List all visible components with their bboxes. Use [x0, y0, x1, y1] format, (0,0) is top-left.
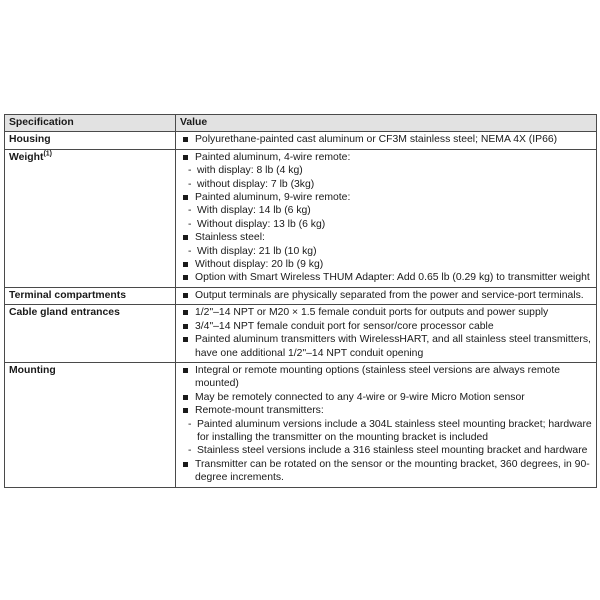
- list-item: Painted aluminum, 9-wire remote: - With display: 14 lb (6 kg) - Without display: 13 lb (6 kg): [180, 191, 592, 231]
- sub-list-item: - Painted aluminum versions include a 304L stainless steel mounting bracket; hardware for installing the transmitter on the mounting bracket is included: [188, 418, 592, 443]
- specification-table: [4, 114, 597, 488]
- list-item: Without display: 20 lb (9 kg): [180, 258, 592, 271]
- sub-list-item: - without display: 7 lb (3kg): [188, 178, 315, 190]
- dash-icon: -: [188, 178, 192, 190]
- bullet-icon: [183, 195, 188, 200]
- column-header-specification: Specification: [5, 115, 176, 132]
- list-item: Remote-mount transmitters: - Painted aluminum versions include a 304L stainless steel mounting bracket; hardware for installing the transmitter on the mounting bracket is included - Stainless steel versions include a 316 stainless steel mounting bracket and hardware: [180, 404, 592, 458]
- list-item: Painted aluminum transmitters with WirelessHART, and all stainless steel transmitters, have one additional 1/2"–14 NPT conduit opening: [180, 333, 592, 360]
- list-item: Polyurethane-painted cast aluminum or CF3M stainless steel; NEMA 4X (IP66): [180, 133, 592, 146]
- column-header-value: Value: [176, 115, 597, 132]
- list-item: Stainless steel: - With display: 21 lb (10 kg): [180, 231, 592, 258]
- sub-list-item: - With display: 21 lb (10 kg): [188, 245, 317, 257]
- dash-icon: -: [188, 205, 192, 217]
- bullet-icon: [183, 235, 188, 240]
- row-value: [176, 149, 597, 287]
- bullet-icon: [183, 155, 188, 160]
- row-value: [176, 362, 597, 487]
- list-item: May be remotely connected to any 4-wire or 9-wire Micro Motion sensor: [180, 391, 592, 404]
- bullet-icon: [183, 462, 188, 467]
- bullet-icon: [183, 337, 188, 342]
- bullet-icon: [183, 368, 188, 373]
- list-item: Option with Smart Wireless THUM Adapter: Add 0.65 lb (0.29 kg) to transmitter weight: [180, 271, 592, 284]
- sub-list-item: - Stainless steel versions include a 316 stainless steel mounting bracket and hardware: [188, 445, 588, 457]
- bullet-icon: [183, 310, 188, 315]
- row-label: Weight$^{(1)}$: [5, 149, 176, 287]
- table-row-cable-gland-entrances: [5, 305, 597, 363]
- table-header-row: [5, 115, 597, 132]
- bullet-icon: [183, 408, 188, 413]
- bullet-icon: [183, 395, 188, 400]
- table-row-housing: [5, 132, 597, 149]
- table-row-mounting: [5, 362, 597, 487]
- footnote-marker: (1): [43, 150, 53, 158]
- dash-icon: -: [188, 445, 192, 457]
- dash-icon: -: [188, 418, 192, 430]
- row-value: [176, 132, 597, 149]
- row-value: [176, 305, 597, 363]
- bullet-icon: [183, 293, 188, 298]
- bullet-icon: [183, 324, 188, 329]
- row-value: [176, 287, 597, 304]
- bullet-icon: [183, 137, 188, 142]
- list-item: Output terminals are physically separated from the power and service-port terminals.: [180, 289, 592, 302]
- dash-icon: -: [188, 218, 192, 230]
- row-label: Cable gland entrances: [5, 305, 176, 363]
- list-item: Integral or remote mounting options (stainless steel versions are always remote mounted): [180, 364, 592, 391]
- list-item: 1/2"–14 NPT or M20 × 1.5 female conduit ports for outputs and power supply: [180, 306, 592, 319]
- row-label: Housing: [5, 132, 176, 149]
- sub-list-item: - With display: 14 lb (6 kg): [188, 205, 311, 217]
- dash-icon: -: [188, 245, 192, 257]
- row-label: Mounting: [5, 362, 176, 487]
- list-item: Transmitter can be rotated on the sensor or the mounting bracket, 360 degrees, in 90-degree increments.: [180, 458, 592, 485]
- list-item: 3/4"–14 NPT female conduit port for sensor/core processor cable: [180, 320, 592, 333]
- sub-list-item: - with display: 8 lb (4 kg): [188, 165, 303, 177]
- bullet-icon: [183, 275, 188, 280]
- table-row-weight: [5, 149, 597, 287]
- list-item: Painted aluminum, 4-wire remote: - with display: 8 lb (4 kg) - without display: 7 lb (3kg): [180, 151, 592, 191]
- dash-icon: -: [188, 165, 192, 177]
- bullet-icon: [183, 262, 188, 267]
- sub-list-item: - Without display: 13 lb (6 kg): [188, 218, 326, 230]
- table-row-terminal-compartments: [5, 287, 597, 304]
- row-label: Terminal compartments: [5, 287, 176, 304]
